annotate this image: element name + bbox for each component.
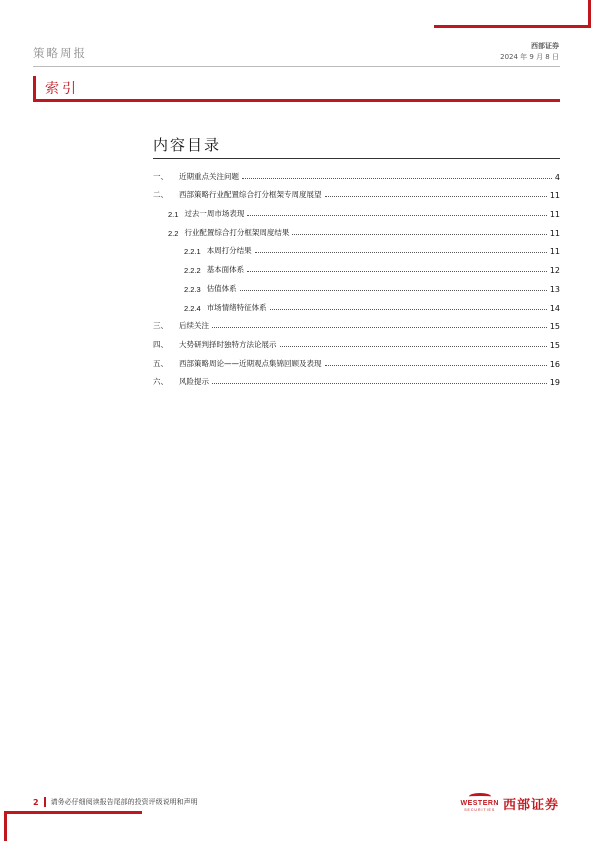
section-bar-accent bbox=[33, 76, 36, 100]
toc-entry-page: 11 bbox=[549, 228, 560, 238]
toc-entry[interactable] bbox=[153, 350, 560, 369]
toc-leader-dots bbox=[292, 233, 546, 235]
toc-entry-page: 11 bbox=[549, 191, 560, 201]
toc-entry[interactable] bbox=[153, 313, 560, 332]
toc-entry-page: 12 bbox=[549, 266, 560, 276]
toc-entry-number: 2.2 bbox=[168, 228, 179, 238]
toc-entry-page: 11 bbox=[549, 210, 560, 220]
toc-entry-number: 2.1 bbox=[168, 210, 179, 220]
toc-entry[interactable] bbox=[153, 275, 560, 294]
toc-entry[interactable] bbox=[153, 294, 560, 313]
toc-entry[interactable] bbox=[153, 256, 560, 275]
toc-entry-number: 2.2.2 bbox=[184, 266, 201, 276]
toc-heading-divider bbox=[153, 158, 560, 159]
toc-entry-number: 2.2.1 bbox=[184, 247, 201, 257]
toc-entry[interactable] bbox=[153, 238, 560, 257]
toc-leader-dots bbox=[212, 326, 547, 328]
toc-leader-dots bbox=[325, 364, 547, 366]
logo-mark bbox=[460, 793, 499, 813]
toc-entry-label: 大势研判择时独特方法论展示 bbox=[179, 339, 277, 349]
toc-entry-page: 13 bbox=[549, 284, 560, 294]
toc-entry-number: 六、 bbox=[153, 377, 168, 387]
page-footer bbox=[33, 797, 198, 807]
toc-entry[interactable] bbox=[153, 163, 560, 182]
toc-entry-page: 15 bbox=[549, 340, 560, 350]
footer-separator bbox=[44, 797, 46, 807]
toc-entry-label: 西部策略行业配置综合打分框架专周度展望 bbox=[179, 190, 322, 200]
toc-leader-dots bbox=[247, 214, 546, 216]
toc-entry-label: 过去一周市场表现 bbox=[184, 209, 245, 219]
header-firm-date bbox=[500, 41, 559, 63]
toc-entry-number: 五、 bbox=[153, 358, 168, 368]
toc-entry-label: 后续关注 bbox=[179, 321, 209, 331]
toc-entry-label: 行业配置综合打分框架周度结果 bbox=[184, 227, 290, 237]
logo-english: WESTERN bbox=[460, 800, 499, 807]
toc-entry-label: 风险提示 bbox=[179, 377, 209, 387]
toc-entry-label: 估值体系 bbox=[206, 283, 237, 293]
toc-heading: 内容目录 bbox=[153, 136, 222, 154]
toc-entry-number: 2.2.3 bbox=[184, 284, 201, 294]
toc-leader-dots bbox=[212, 382, 547, 384]
header-firm-name: 西部证券 bbox=[531, 42, 559, 50]
toc-entry[interactable] bbox=[153, 200, 560, 219]
report-type-label: 策略周报 bbox=[33, 46, 87, 60]
table-of-contents bbox=[153, 163, 560, 387]
header-date: 2024 年 9 月 8 日 bbox=[500, 53, 559, 61]
toc-entry-label: 基本面体系 bbox=[206, 265, 245, 275]
toc-entry-number: 二、 bbox=[153, 190, 168, 200]
section-title-bar bbox=[33, 76, 560, 102]
toc-entry-label: 市场情绪特征体系 bbox=[206, 302, 267, 312]
section-bar-underline bbox=[33, 99, 560, 102]
section-title: 索引 bbox=[45, 81, 79, 97]
toc-leader-dots bbox=[240, 289, 547, 291]
toc-entry-number: 四、 bbox=[153, 339, 168, 349]
toc-leader-dots bbox=[242, 177, 552, 179]
toc-entry-page: 16 bbox=[549, 359, 560, 369]
toc-entry-page: 14 bbox=[549, 303, 560, 313]
toc-entry-number: 2.2.4 bbox=[184, 303, 201, 313]
toc-entry-page: 15 bbox=[549, 322, 560, 332]
toc-entry-page: 19 bbox=[549, 378, 560, 388]
toc-entry-number: 一、 bbox=[153, 171, 168, 181]
logo-english-sub: SECURITIES bbox=[464, 808, 496, 812]
footer-page-number: 2 bbox=[33, 797, 39, 807]
toc-leader-dots bbox=[255, 251, 547, 253]
toc-entry[interactable] bbox=[153, 369, 560, 388]
footer-disclaimer: 请务必仔细阅读报告尾部的投资评级说明和声明 bbox=[50, 798, 198, 806]
logo-chinese: 西部证券 bbox=[502, 797, 559, 813]
western-securities-logo bbox=[460, 793, 559, 813]
header-divider bbox=[33, 66, 560, 67]
bottom-corner-decoration bbox=[4, 811, 142, 841]
toc-entry[interactable] bbox=[153, 182, 560, 201]
bull-horns-icon bbox=[469, 793, 491, 800]
toc-leader-dots bbox=[280, 345, 547, 347]
toc-entry-number: 三、 bbox=[153, 321, 168, 331]
toc-leader-dots bbox=[270, 308, 547, 310]
toc-entry[interactable] bbox=[153, 219, 560, 238]
toc-entry-label: 近期重点关注问题 bbox=[179, 171, 239, 181]
toc-entry-label: 西部策略周论——近期观点集锦回顾及表现 bbox=[179, 358, 322, 368]
toc-entry-page: 4 bbox=[554, 172, 560, 182]
toc-entry[interactable] bbox=[153, 331, 560, 350]
toc-leader-dots bbox=[247, 270, 547, 272]
toc-leader-dots bbox=[325, 195, 547, 197]
top-corner-decoration bbox=[434, 0, 591, 28]
toc-entry-page: 11 bbox=[549, 247, 560, 257]
toc-entry-label: 本周打分结果 bbox=[206, 246, 252, 256]
